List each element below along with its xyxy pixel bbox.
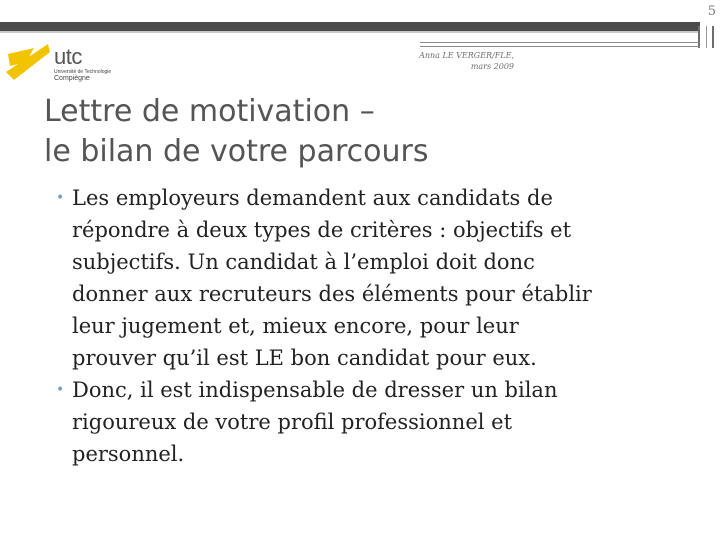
- bullet-line: Donc, il est indispensable de dresser un bilan: [72, 378, 558, 402]
- bullet-line: répondre à deux types de critères : objectifs et: [72, 218, 572, 242]
- bullet-item: [56, 182, 696, 374]
- bullet-line: donner aux recruteurs des éléments pour établir: [72, 282, 592, 306]
- title-line-2: le bilan de votre parcours: [44, 134, 429, 169]
- bullet-line: rigoureux de votre profil professionnel et: [72, 410, 513, 434]
- slide-title: [44, 92, 684, 172]
- bullet-icon: •: [56, 382, 65, 398]
- logo-wordmark: utc: [54, 44, 82, 69]
- utc-logo-mark-icon: [4, 42, 54, 84]
- bullet-item: [56, 374, 696, 470]
- title-line-1: Lettre de motivation –: [44, 94, 375, 129]
- bullet-line: leur jugement et, mieux encore, pour leur: [72, 314, 519, 338]
- bullet-line: Les employeurs demandent aux candidats de: [72, 186, 553, 210]
- header-double-rule: [420, 42, 700, 47]
- bullet-line: personnel.: [72, 442, 185, 466]
- top-decorative-band: [0, 22, 700, 31]
- author-note: [354, 50, 514, 72]
- bullet-list: [56, 182, 696, 470]
- top-band-highlight: [0, 31, 700, 33]
- utc-logo: [4, 42, 124, 84]
- logo-city: Compiègne: [54, 75, 90, 82]
- author-date: mars 2009: [470, 62, 514, 71]
- logo-subtitle: Université de Technologie: [54, 69, 112, 75]
- right-decorative-rule: [706, 26, 707, 48]
- slide-number: 5: [707, 4, 716, 19]
- author-name: Anna LE VERGER/FLE,: [419, 51, 514, 60]
- bullet-icon: •: [56, 190, 65, 206]
- right-decorative-rule: [712, 26, 714, 48]
- bullet-line: prouver qu’il est LE bon candidat pour eux.: [72, 346, 537, 370]
- bullet-line: subjectifs. Un candidat à l’emploi doit donc: [72, 250, 535, 274]
